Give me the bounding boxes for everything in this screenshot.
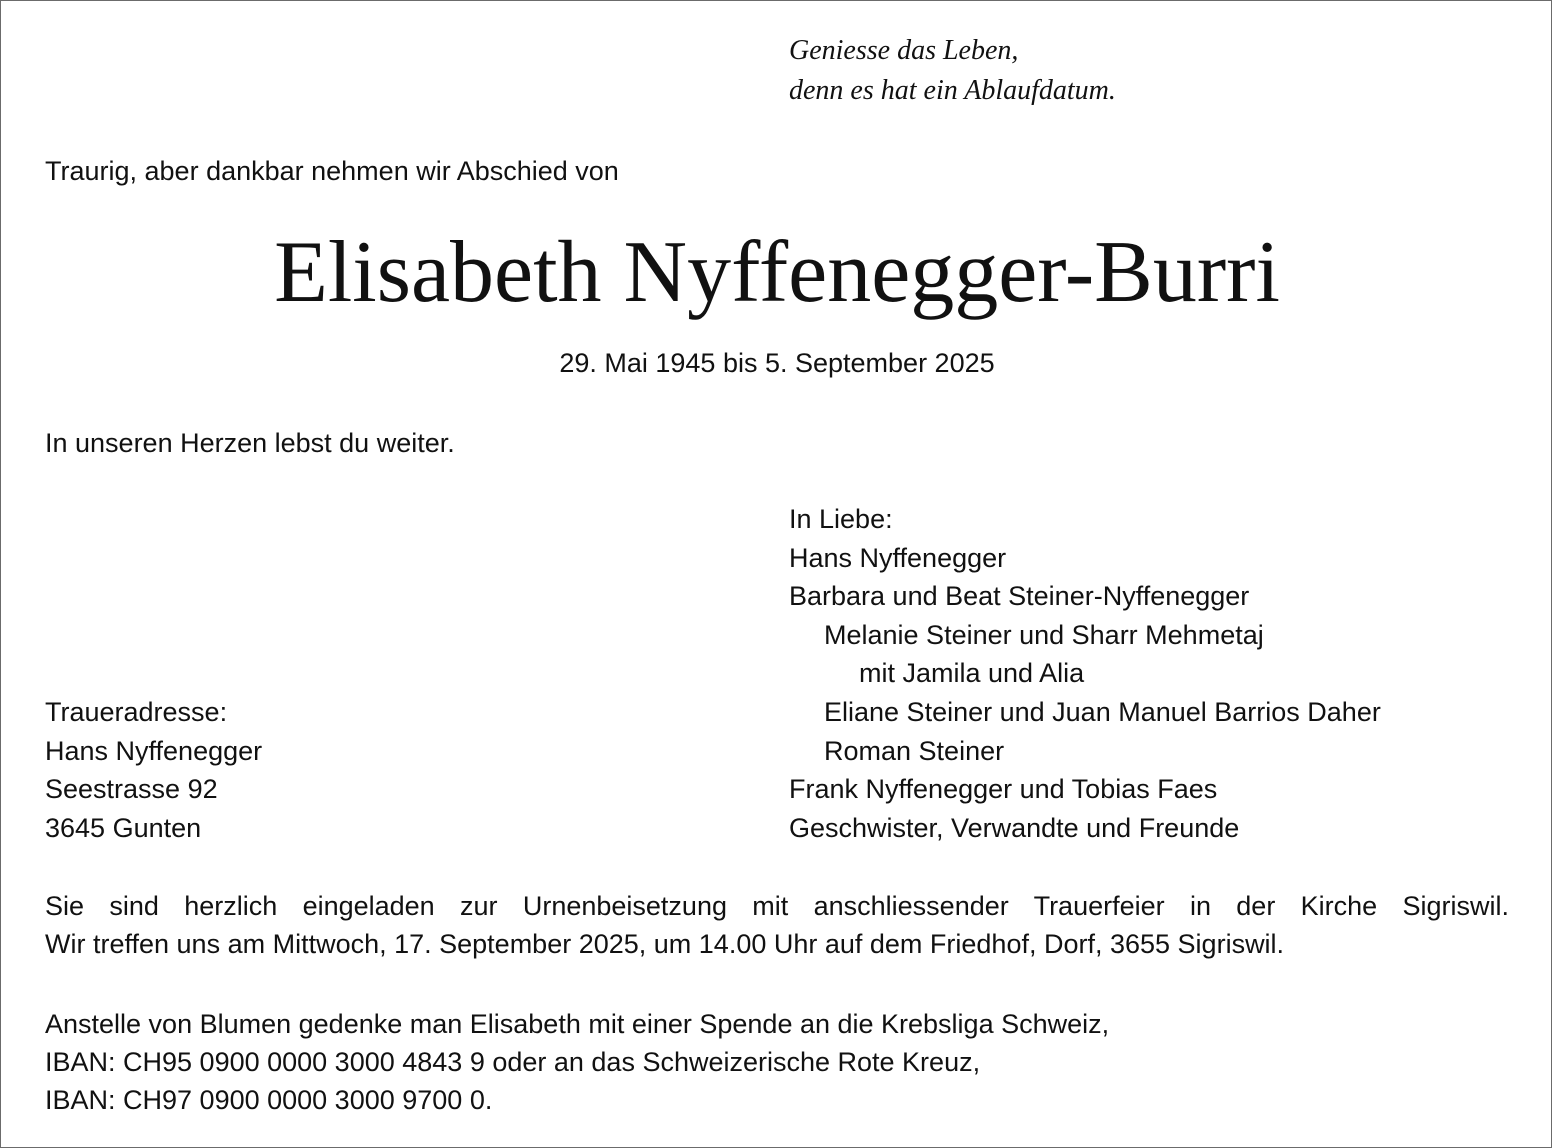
- intro-text: Traurig, aber dankbar nehmen wir Abschied von: [45, 156, 619, 186]
- donation-line-2: IBAN: CH95 0900 0000 3000 4843 9 oder an das Schweizerische Rote Kreuz,: [45, 1047, 981, 1077]
- mourning-address: [45, 693, 262, 847]
- mourner-line: Melanie Steiner und Sharr Mehmetaj: [824, 619, 1264, 650]
- mourner-line: Eliane Steiner und Juan Manuel Barrios Daher: [824, 696, 1381, 727]
- motto-line-1: Geniesse das Leben,: [789, 35, 1019, 66]
- deceased-name: Elisabeth Nyffenegger-Burri: [274, 224, 1280, 321]
- address-heading: Traueradresse:: [45, 697, 228, 727]
- address-city: 3645 Gunten: [45, 812, 202, 843]
- motto-line-2: denn es hat ein Ablaufdatum.: [789, 75, 1116, 106]
- address-street: Seestrasse 92: [45, 774, 218, 805]
- mourner-line: Frank Nyffenegger und Tobias Faes: [789, 774, 1218, 805]
- motto: [789, 31, 1116, 111]
- invitation-paragraph: [45, 887, 1509, 963]
- donation-line-1: Anstelle von Blumen gedenke man Elisabeth mit einer Spende an die Krebsliga Schweiz,: [45, 1009, 1110, 1039]
- mourners-heading: In Liebe:: [789, 504, 893, 534]
- address-name: Hans Nyffenegger: [45, 735, 263, 766]
- mourner-line: Geschwister, Verwandte und Freunde: [789, 812, 1240, 843]
- mourner-line: Hans Nyffenegger: [789, 542, 1007, 573]
- invitation-line-1: Sie sind herzlich eingeladen zur Urnenbeisetzung mit anschliessender Trauerfeier in der Kirche Sigriswil.: [45, 891, 1509, 921]
- invitation-line-2: Wir treffen uns am Mittwoch, 17. September 2025, um 14.00 Uhr auf dem Friedhof, Dorf, 3655 Sigriswil.: [45, 929, 1285, 959]
- donation-paragraph: [45, 1005, 1109, 1119]
- mourners-list: [789, 500, 1381, 847]
- donation-line-3: IBAN: CH97 0900 0000 3000 9700 0.: [45, 1085, 493, 1115]
- mourner-line: mit Jamila und Alia: [859, 658, 1085, 689]
- remembrance-text: In unseren Herzen lebst du weiter.: [45, 428, 455, 458]
- mourner-line: Roman Steiner: [824, 735, 1005, 766]
- mourner-line: Barbara und Beat Steiner-Nyffenegger: [789, 581, 1250, 612]
- life-dates: 29. Mai 1945 bis 5. September 2025: [559, 348, 995, 378]
